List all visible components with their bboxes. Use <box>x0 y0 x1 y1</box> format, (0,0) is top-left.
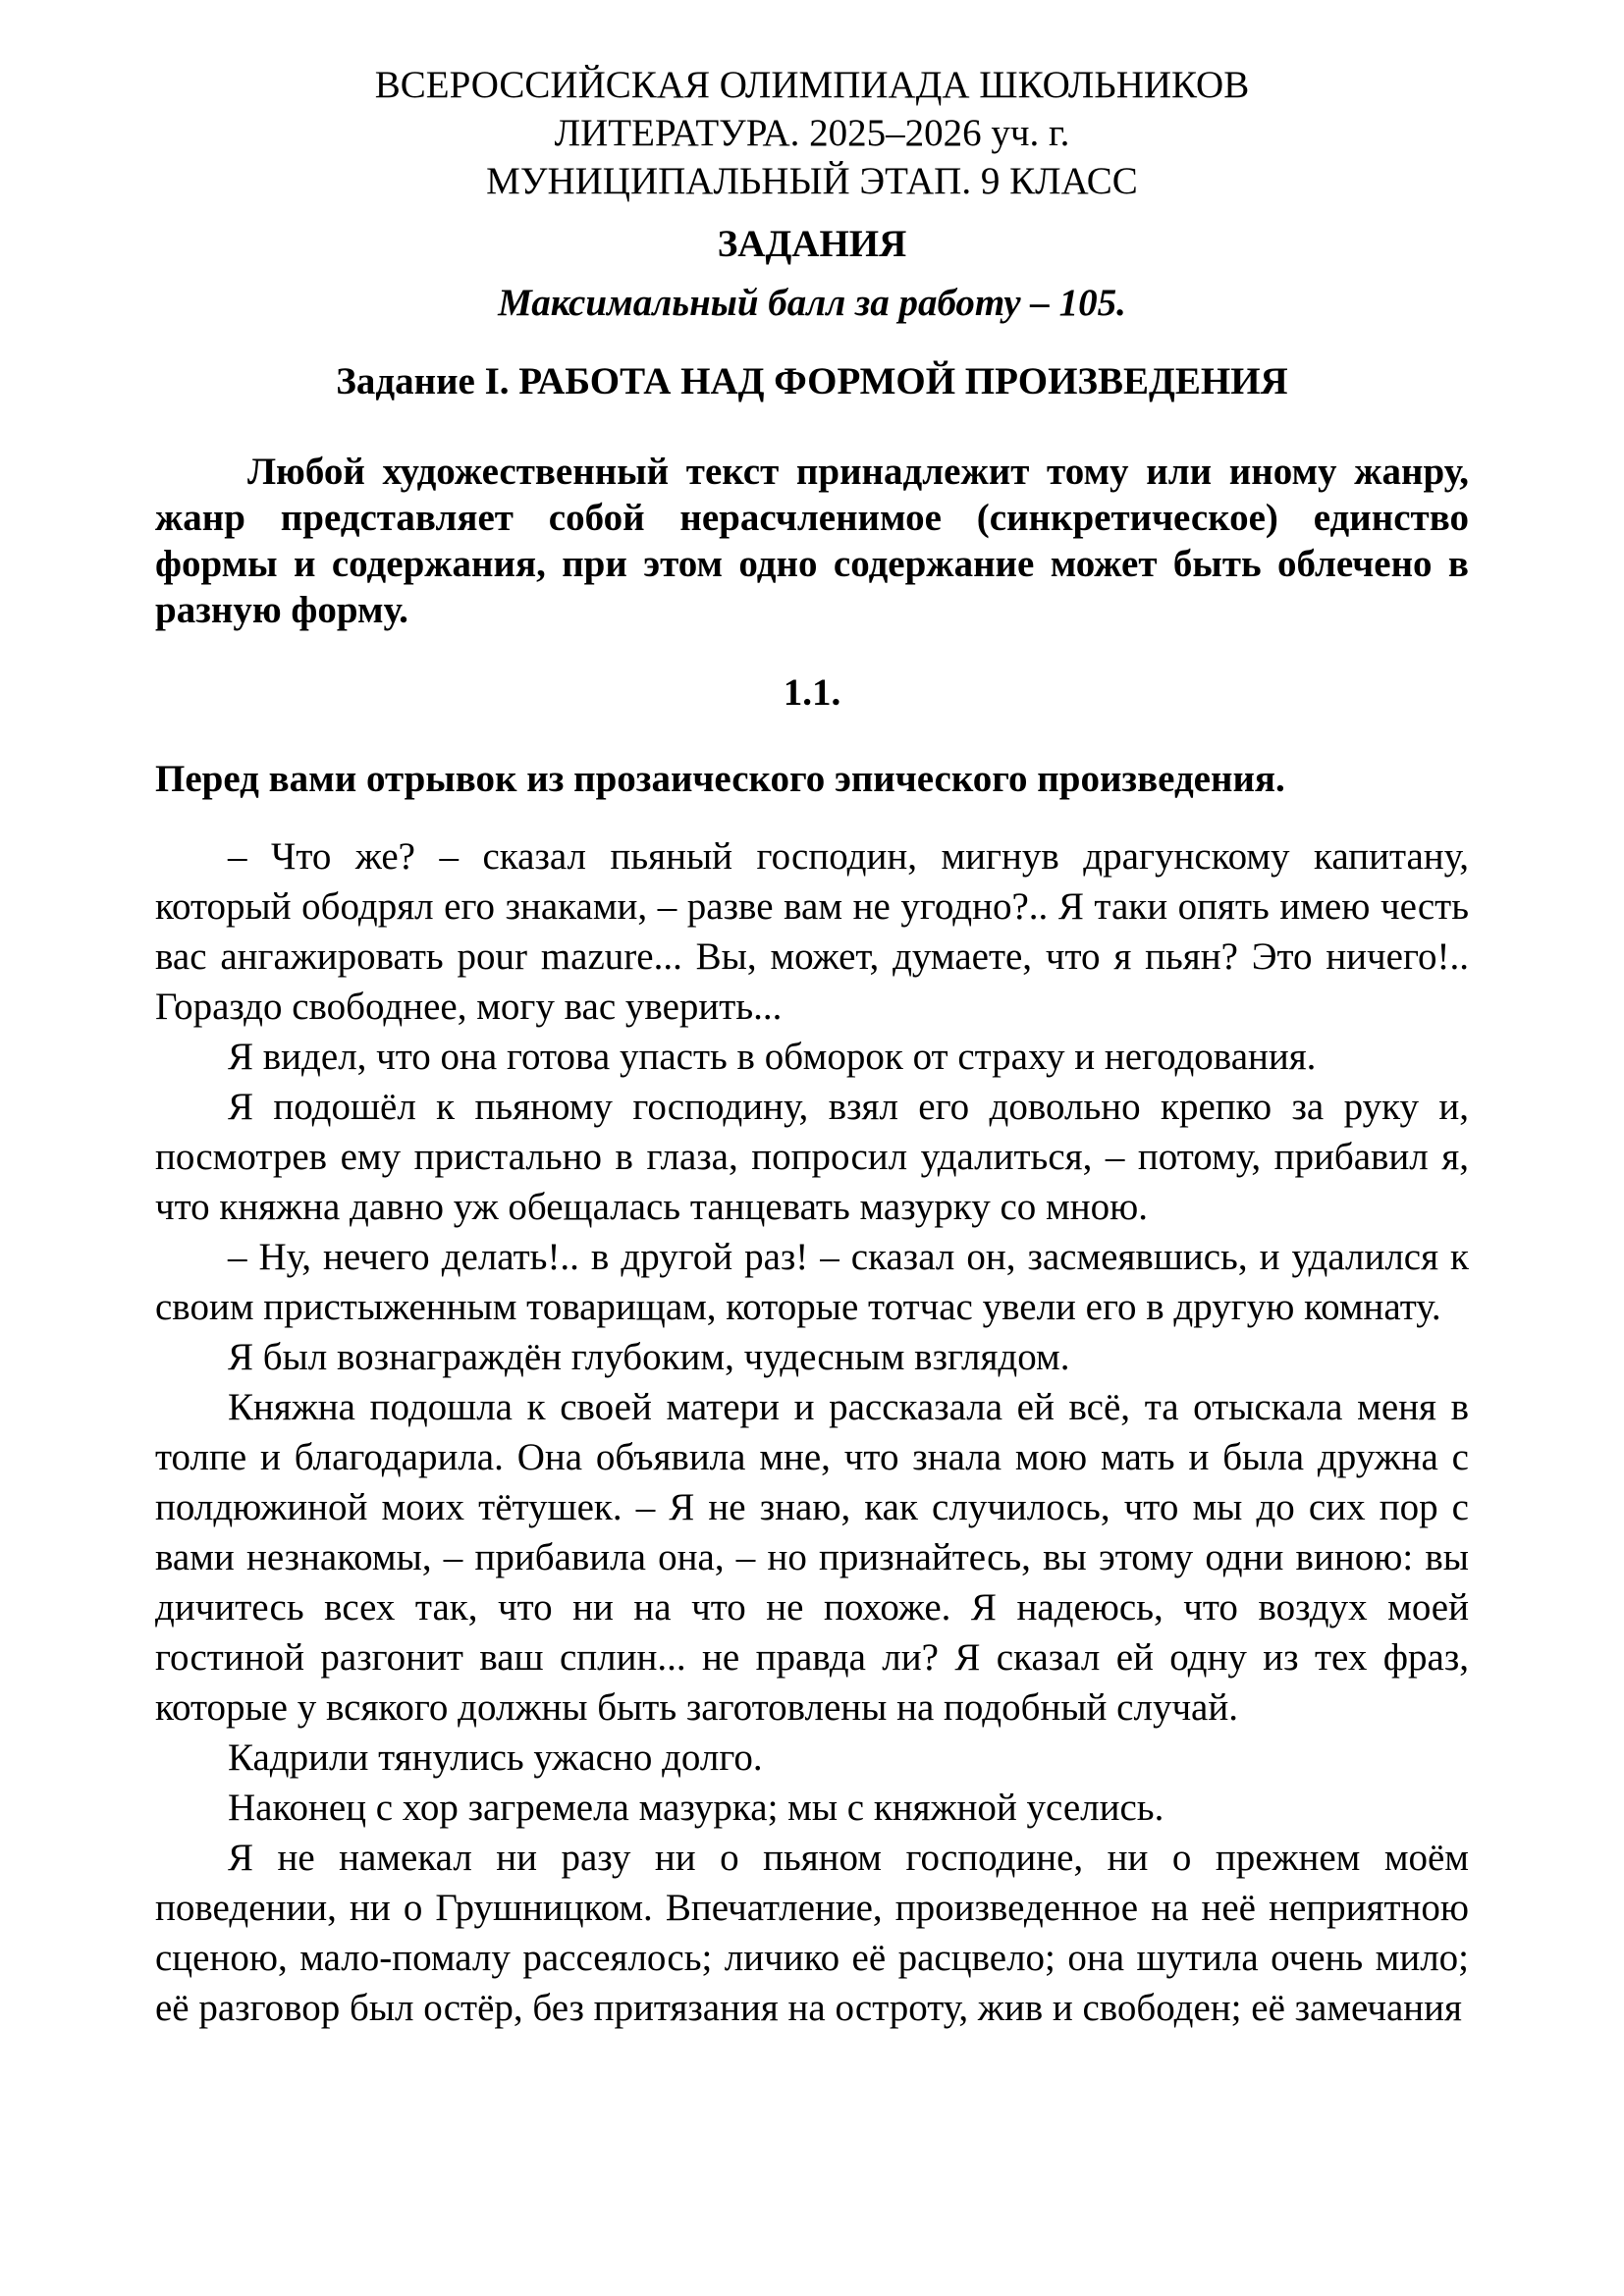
task1-heading: Задание I. РАБОТА НАД ФОРМОЙ ПРОИЗВЕДЕНИЯ <box>336 360 1288 402</box>
subtask-leadin: Перед вами отрывок из прозаического эпического произведения. <box>155 758 1285 800</box>
subtask-number: 1.1. <box>783 671 841 714</box>
extract-paragraph: – Что же? – сказал пьяный господин, мигнув драгунскому капитану, который ободрял его знаками, – разве вам не угодно?.. Я таки опять имею честь вас ангажировать pour mazure... Вы, может, думаете, что я пьян? Это ничего!.. Гораздо свободнее, могу вас уверить... <box>155 835 1469 1028</box>
extract-paragraph: Я подошёл к пьяному господину, взял его довольно крепко за руку и, посмотрев ему пристально в глаза, попросил удалиться, – потому, прибавил я, что княжна давно уж обещалась танцевать мазурку со мною. <box>155 1086 1469 1228</box>
literary-extract <box>155 831 1469 2033</box>
extract-paragraph: – Ну, нечего делать!.. в другой раз! – сказал он, засмеявшись, и удалился к своим пристыженным товарищам, которые тотчас увели его в другую комнату. <box>155 1236 1469 1328</box>
stage-grade-line: МУНИЦИПАЛЬНЫЙ ЭТАП. 9 КЛАСС <box>486 160 1138 202</box>
max-score-note: Максимальный балл за работу – 105. <box>498 282 1126 324</box>
extract-paragraph: Наконец с хор загремела мазурка; мы с княжной уселись. <box>228 1787 1164 1829</box>
extract-paragraph: Я не намекал ни разу ни о пьяном господине, ни о прежнем моём поведении, ни о Грушницком. Впечатление, произведенное на неё неприятною сценою, мало-помалу рассеялось; личико её расцвело; она шутила очень мило; её разговор был остёр, без притязания на остроту, жив и свободен; её замечания <box>155 1837 1469 2029</box>
extract-paragraph: Кадрили тянулись ужасно долго. <box>228 1736 763 1779</box>
olympiad-title-line: ВСЕРОССИЙСКАЯ ОЛИМПИАДА ШКОЛЬНИКОВ <box>374 64 1250 106</box>
intro-paragraph: Любой художественный текст принадлежит тому или иному жанру, жанр представляет собой нерасчленимое (синкретическое) единство формы и содержания, при этом одно содержание может быть облечено в разную форму. <box>155 451 1469 631</box>
extract-paragraph: Я видел, что она готова упасть в обморок от страху и негодования. <box>228 1036 1317 1078</box>
subject-year-line: ЛИТЕРАТУРА. 2025–2026 уч. г. <box>554 112 1070 154</box>
extract-paragraph: Я был вознаграждён глубоким, чудесным взглядом. <box>228 1336 1070 1378</box>
tasks-title: ЗАДАНИЯ <box>717 223 907 265</box>
document-header <box>155 61 1469 205</box>
extract-paragraph: Княжна подошла к своей матери и рассказала ей всё, та отыскала меня в толпе и благодарила. Она объявила мне, что знала мою мать и была дружна с полдюжиной моих тётушек. – Я не знаю, как случилось, что мы до сих пор с вами незнакомы, – прибавила она, – но признайтесь, вы этому одни виною: вы дичитесь всех так, что ни на что не похоже. Я надеюсь, что воздух моей гостиной разгонит ваш сплин... не правда ли? Я сказал ей одну из тех фраз, которые у всякого должны быть заготовлены на подобный случай. <box>155 1386 1469 1729</box>
